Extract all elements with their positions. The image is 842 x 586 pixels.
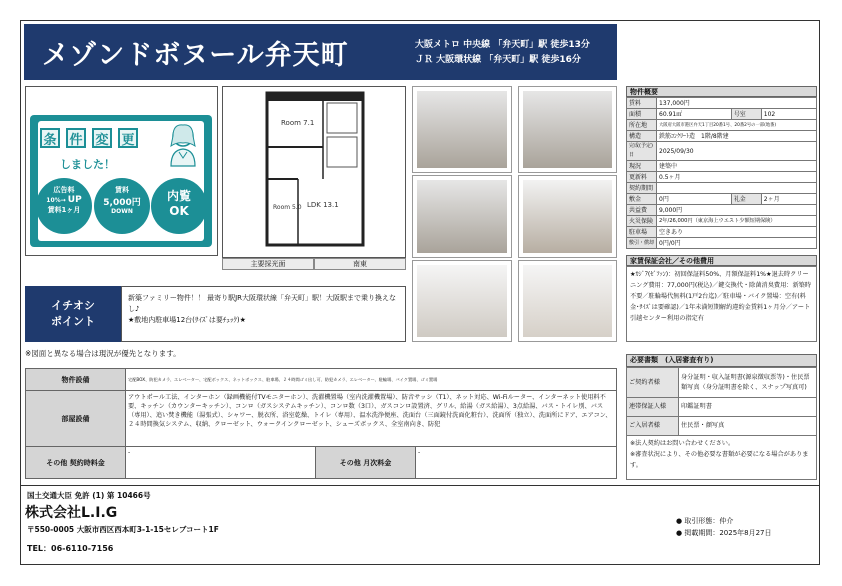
docs-note-line: ※法人契約はお問い合わせください。 [630, 440, 735, 447]
structure-value: 鉄筋ｺﾝｸﾘｰﾄ造 1階/8階建 [657, 131, 817, 142]
rent-label: 賃料 [115, 186, 129, 194]
recommend-label-line: イチオシ [51, 299, 95, 312]
area-value: 60.91㎡ [657, 109, 732, 120]
girl-illustration-icon [165, 122, 201, 168]
floorplan-panel [222, 86, 406, 258]
spec-key: 駐車場 [627, 227, 657, 238]
room-photo [518, 86, 617, 173]
building-equipment-label: 物件設備 [26, 369, 126, 391]
ad-fee-label: 広告料 [53, 186, 75, 194]
title-bar [24, 24, 617, 80]
spec-key: 共益費 [627, 205, 657, 216]
viewing-ok: OK [169, 204, 189, 218]
room-equipment-value: アウトポール工法、インターホン（録画機能付TVモニターホン）、洗濯機置場（室内洗濯機置場）、防音サッシ（T1）、ネット対応、Wi-Fiルーター、インターネット使用料不要、キッチン（カウンターキッチン）、コンロ（ガスシステムキッチン）、コンロ数（3口）、ガスコンロ設置済、グリル、給湯（ガス給湯）、3点給湯、バス・トイレ別、バス（専用）、追い焚き機能（湯張式）、シャワー、脱衣所、浴室乾燥、トイレ（専用）、温水洗浄便座、洗面台（三面鏡付洗面化粧台）、洗面所（独立）、洗面所にドア、エアコン、２４時間換気システム、収納、クローゼット、ウォークインクローゼット、シューズボックス、全室南向き、防犯 [126, 391, 617, 447]
completion-value: 2025/09/30 [657, 142, 817, 161]
monthly-fee-value: - [416, 447, 617, 479]
renewal-value: 0.5ヶ月 [657, 172, 817, 183]
access-info [415, 38, 590, 68]
toilet-photo [518, 260, 617, 342]
banner-subtitle: しました！ [60, 158, 115, 171]
insurance-value: 2年/26,000円（東京海上ウエスト少額短期保険） [657, 216, 817, 227]
guarantee-heading: 家賃保証会社／その他費用 [626, 255, 817, 266]
recommend-point-text [121, 286, 406, 342]
spec-key: 敷金 [627, 194, 657, 205]
spec-key: 面積 [627, 109, 657, 120]
light-side-caption: 主要採光面 [222, 258, 314, 270]
company-name: 株式会社L.I.G [25, 505, 118, 521]
spec-key: 契約期間 [627, 183, 657, 194]
spec-key: 号室 [731, 109, 761, 120]
docs-heading: 必要書類 (入居審査有り) [626, 354, 817, 367]
room-equipment-label: 部屋設備 [26, 391, 126, 447]
access-line: ＪＲ 大阪環状線 「弁天町」駅 徒歩16分 [415, 55, 581, 65]
recommend-label-line: ポイント [51, 315, 95, 328]
building-equipment-value: 宅配BOX、防犯カメラ、エレベーター、宅配ボックス、ネットボックス、駐車場、２４時間ゴミ出し可、防犯カメラ、エレベーター、駐輪場、バイク置場、ゴミ置場 [126, 369, 617, 391]
recommend-point-label [25, 286, 121, 342]
common-fee-value: 9,000円 [657, 205, 817, 216]
docs-note-line: ※審査状況により、その他必要な書類が必要になる場合があります。 [630, 451, 809, 469]
docs-note [626, 435, 817, 480]
contract-fee-label: その他 契約時料金 [26, 447, 126, 479]
contract-fee-value: - [126, 447, 316, 479]
spec-heading: 物件概要 [626, 86, 817, 97]
location-value: 大阪府大阪市港区弁天1丁目20番1号、20番2号の一部(地番) [657, 120, 817, 131]
spec-key: 更新料 [627, 172, 657, 183]
docs-table [626, 367, 817, 436]
key-money-value: 2ヶ月 [761, 194, 816, 205]
ad-fee-circle [36, 178, 92, 234]
ad-fee-mid: 10%→ UP [46, 195, 82, 205]
equipment-table [25, 368, 617, 479]
deposit-value: 0円 [657, 194, 732, 205]
property-title: メゾンドボヌール弁天町 [42, 40, 349, 71]
banner-char: 条 [40, 128, 60, 148]
monthly-fee-label: その他 月次料金 [316, 447, 416, 479]
docs-key: ご入居者様 [627, 417, 679, 436]
trade-type: ● 取引形態：仲介 [676, 517, 734, 525]
access-line: 大阪メトロ 中央線 「弁天町」駅 徒歩13分 [415, 40, 590, 50]
room-photo [412, 86, 512, 173]
docs-value: 印鑑証明書 [679, 398, 817, 417]
plan-note: ※図面と異なる場合は現況が優先となります。 [25, 349, 181, 358]
period-value [657, 183, 817, 194]
company-address: 〒550-0005 大阪市西区西本町3-1-15セレブコート1F [27, 525, 219, 534]
floorplan-label: LDK 13.1 [307, 201, 339, 209]
parking-value: 空きあり [657, 227, 817, 238]
company-phone: TEL：06-6110-7156 [27, 544, 114, 553]
room-number-value: 102 [761, 109, 816, 120]
spec-key: 構造 [627, 131, 657, 142]
spec-key: 賃料 [627, 98, 657, 109]
banner-char: 更 [118, 128, 138, 148]
docs-key: 連帯保証人様 [627, 398, 679, 417]
spec-key: 完成(予定)日 [627, 142, 657, 161]
guarantee-text: ★ｶｼﾞｱ(ｾﾞﾌｧﾝ)：初回保証料50%、月額保証料1%★退去時クリーニング費用：77,000円(税込)／鍵交換代・除菌消臭費用：新築時不要／駐輪場代無料(1戸2台迄)／駐車場・バイク置場：空有(料金･ｻｲｽﾞは要確認)／1年未満短期解約違約金賃料1ヶ月分／アート引越センター利用の指定有 [626, 266, 817, 342]
recommend-text-line: 新築ファミリー物件！！ 最寄り駅JR大阪環状線「弁天町」駅！大阪駅まで乗り換えなし♪ [128, 294, 397, 313]
rent-down-amount: 5,000円 [103, 198, 141, 208]
spec-key: 礼金 [731, 194, 761, 205]
banner-char: 変 [92, 128, 112, 148]
direction-caption: 南東 [314, 258, 406, 270]
banner-char: 件 [66, 128, 86, 148]
banner-heading [40, 128, 138, 148]
deduction-value: 0円/0円 [657, 238, 817, 249]
floorplan-label: Room 7.1 [281, 119, 315, 127]
room-photo [412, 175, 512, 258]
transaction-info [676, 515, 772, 539]
spec-key: 敷引・償却 [627, 238, 657, 249]
status-value: 建築中 [657, 161, 817, 172]
floorplan-label: Room 5.0 [273, 204, 302, 211]
recommend-text-line: ★敷地内駐車場12台(ｻｲｽﾞは要ﾁｪｯｸ)★ [128, 316, 246, 324]
rent-value: 137,000円 [657, 98, 817, 109]
ad-fee-bottom: 賃料1ヶ月 [47, 206, 81, 214]
spec-table [626, 97, 817, 249]
viewing-label: 内覧 [166, 189, 191, 203]
docs-key: ご契約者様 [627, 368, 679, 398]
floorplan-drawing [223, 87, 407, 259]
posted-date: ● 掲載期間：2025年8月27日 [676, 529, 772, 537]
spec-key: 火災保険 [627, 216, 657, 227]
spec-key: 所在地 [627, 120, 657, 131]
docs-value: 身分証明・収入証明書(源泉徴収票等)・住民票 類写真（身分証明書を除く、スナップ写真可) [679, 368, 817, 398]
kitchen-photo [518, 175, 617, 258]
rent-down-circle [94, 178, 150, 234]
docs-value: 住民票・顔写真 [679, 417, 817, 436]
spec-key: 現況 [627, 161, 657, 172]
viewing-ok-circle [151, 178, 207, 234]
rent-down-text: DOWN [111, 208, 133, 215]
washroom-photo [412, 260, 512, 342]
license-number: 国土交通大臣 免許 (1) 第 10466号 [27, 491, 151, 500]
